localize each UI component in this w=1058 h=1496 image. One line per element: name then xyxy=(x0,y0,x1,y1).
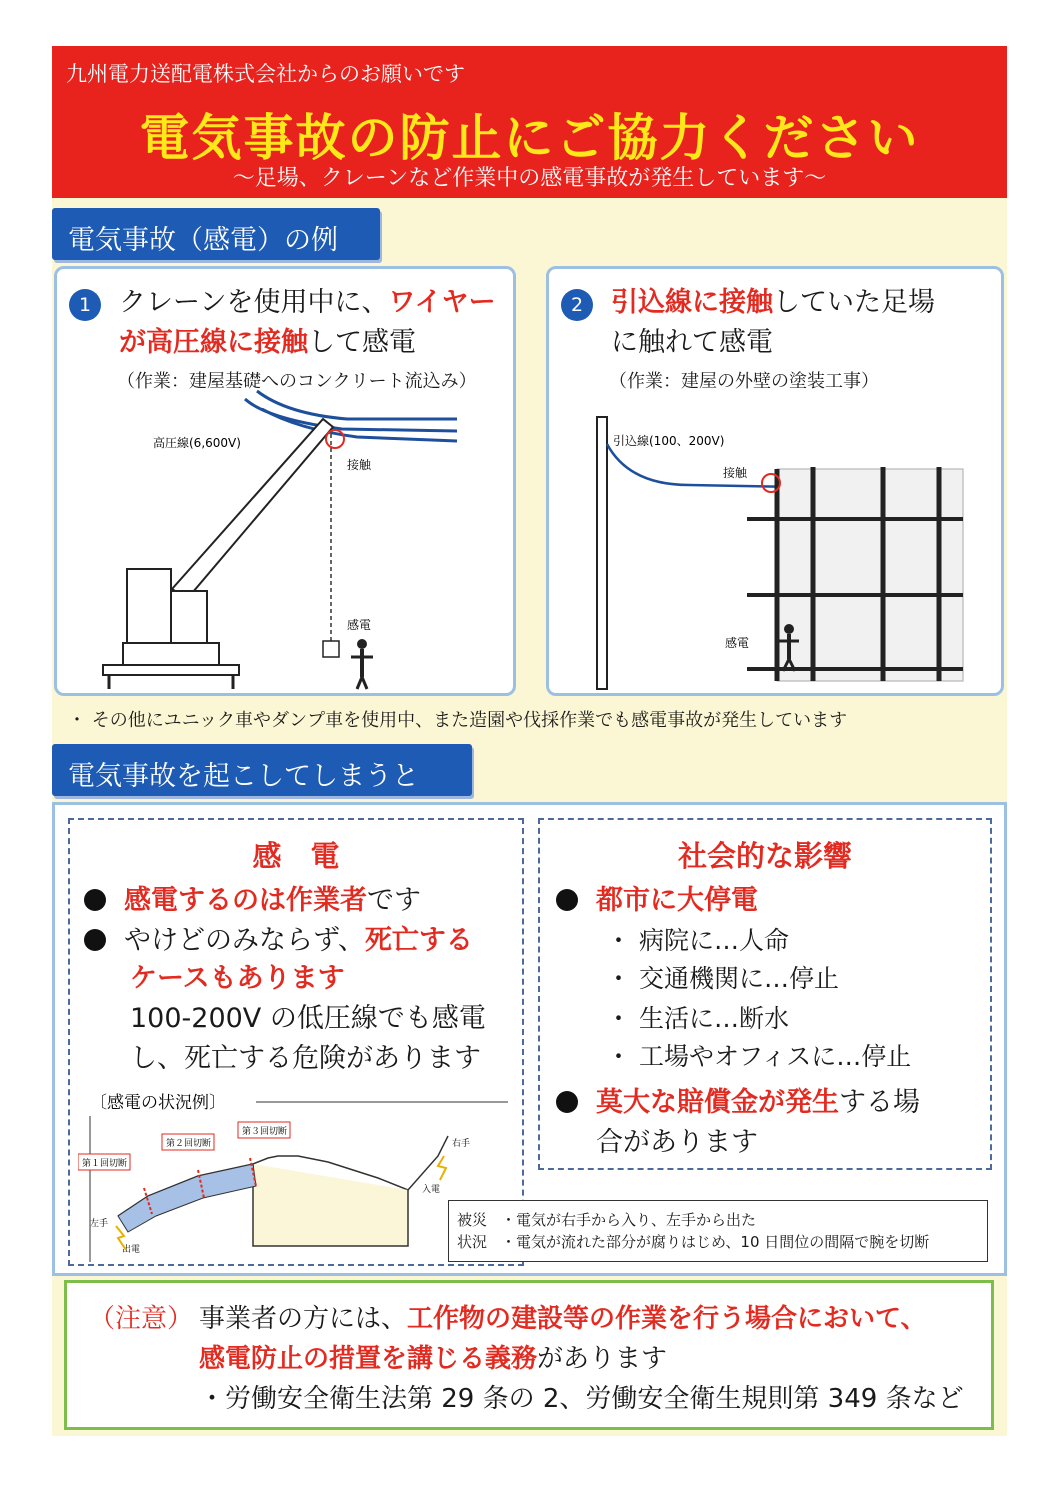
banner-subtitle: ～足場、クレーンなど作業中の感電事故が発生しています～ xyxy=(232,166,827,191)
shock-low-voltage-text: 100-200V の低圧線でも感電 xyxy=(130,1003,486,1034)
case-number-badge: 2 xyxy=(561,289,593,321)
case-number-badge: 1 xyxy=(69,289,101,321)
bullet-icon xyxy=(556,1091,578,1113)
scaffold-illustration xyxy=(549,269,1001,693)
lightning-icon xyxy=(116,1226,126,1250)
in-label: 入電 xyxy=(422,1185,441,1195)
caution-box xyxy=(64,1280,994,1430)
shock-fatal-continued: ケースもあります xyxy=(130,963,345,994)
section-heading-examples: 電気事故（感電）の例 xyxy=(52,208,380,260)
case-description: クレーンを使用中に、ワイヤー が高圧線に接触して感電 xyxy=(119,287,496,358)
lightning-icon xyxy=(438,1156,446,1180)
damage-status-box xyxy=(448,1200,988,1262)
social-compensation-continued: 合があります xyxy=(596,1127,758,1158)
section-heading-consequences: 電気事故を起こしてしまうと xyxy=(52,744,472,796)
damage-status-label: 被災 状況 xyxy=(457,1211,488,1251)
bullet-icon xyxy=(84,889,106,911)
shock-danger-text: し、死亡する危険があります xyxy=(130,1043,481,1074)
label-service-wire: 引込線(100、200V) xyxy=(613,434,725,448)
right-hand-label: 右手 xyxy=(452,1139,471,1149)
social-bullet-compensation: 莫大な賠償金が発生する場 xyxy=(556,1084,920,1122)
shock-heading: 感 電 xyxy=(252,839,340,873)
social-item-factory: ・ 工場やオフィスに…停止 xyxy=(606,1042,912,1071)
shock-bullet-fatal: やけどのみならず、死亡する xyxy=(84,922,473,960)
cut-label-3: 第３回切断 xyxy=(242,1127,288,1137)
left-hand-label: 左手 xyxy=(90,1219,109,1229)
label-high-voltage-wire: 高圧線(6,600V) xyxy=(153,436,241,450)
case-description: 引込線に接触していた足場 に触れて感電 xyxy=(611,287,935,358)
social-bullet-blackout: 都市に大停電 xyxy=(556,882,758,920)
label-contact: 接触 xyxy=(347,458,372,472)
worker-icon xyxy=(357,639,367,649)
case-card-crane xyxy=(54,266,516,696)
label-shock: 感電 xyxy=(725,636,750,650)
damage-status-details: ・電気が右手から入り、左手から出た ・電気が流れた部分が腐りはじめ、10 日間位の間隔で腕を切断 xyxy=(501,1211,930,1251)
other-cases-note: ・ その他にユニック車やダンプ車を使用中、また造園や伐採作業でも感電事故が発生しています xyxy=(68,710,848,731)
out-label: 出電 xyxy=(122,1245,141,1255)
worker-icon xyxy=(784,624,794,634)
header-banner xyxy=(52,46,1007,198)
bullet-icon xyxy=(556,889,578,911)
social-impact-heading: 社会的な影響 xyxy=(677,839,852,873)
caution-law-reference: ・労働安全衛生法第 29 条の 2、労働安全衛生規則第 349 条など xyxy=(199,1384,964,1414)
banner-title: 電気事故の防止にご協力ください xyxy=(139,109,920,167)
social-item-water: ・ 生活に…断水 xyxy=(606,1004,789,1033)
label-shock: 感電 xyxy=(347,618,372,632)
case-card-service-wire xyxy=(546,266,1004,696)
cut-label-2: 第２回切断 xyxy=(166,1139,212,1149)
caution-line-2: 感電防止の措置を講じる義務があります xyxy=(199,1344,668,1374)
example-label: 〔感電の状況例〕 xyxy=(90,1093,226,1113)
caution-label: （注意） xyxy=(89,1304,194,1334)
utility-pole xyxy=(597,417,607,689)
crane-illustration xyxy=(57,269,513,693)
bullet-icon xyxy=(84,929,106,951)
case-work-type: （作業：建屋基礎へのコンクリート流込み） xyxy=(117,371,477,392)
cut-label-1: 第１回切断 xyxy=(82,1159,128,1169)
banner-request-text: 九州電力送配電株式会社からのお願いです xyxy=(66,62,465,86)
case-work-type: （作業：建屋の外壁の塗装工事） xyxy=(609,371,879,392)
social-item-transport: ・ 交通機関に…停止 xyxy=(606,964,839,993)
caution-line-1: 事業者の方には、工作物の建設等の作業を行う場合において、 xyxy=(199,1304,927,1334)
social-item-hospital: ・ 病院に…人命 xyxy=(606,926,789,955)
shock-bullet-worker: 感電するのは作業者です xyxy=(84,882,421,920)
label-contact: 接触 xyxy=(723,466,748,480)
